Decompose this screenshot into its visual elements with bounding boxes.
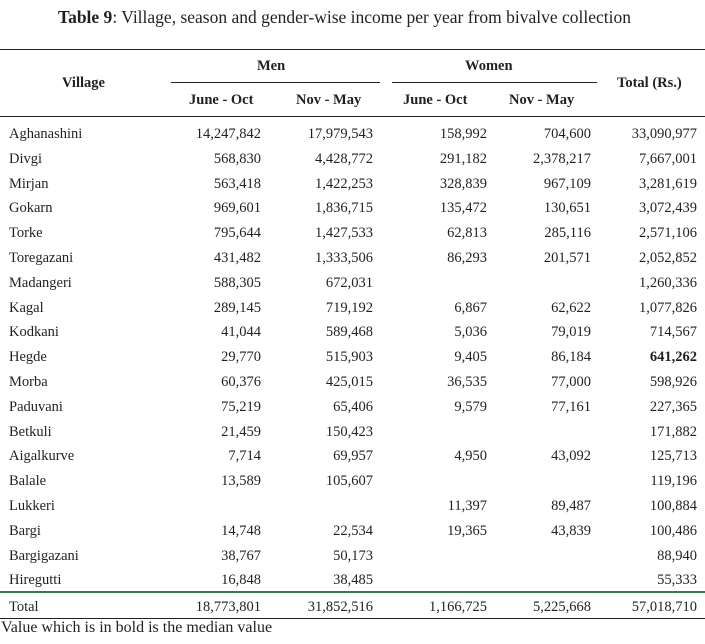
cell-village: Mirjan xyxy=(9,176,49,192)
cell-men-nov-may: 425,015 xyxy=(325,374,373,390)
cell-men-nov-may: 672,031 xyxy=(325,275,373,291)
header-women: Women xyxy=(465,58,513,74)
cell-men-nov-may: 1,333,506 xyxy=(315,250,373,266)
cell-men-june-oct: 568,830 xyxy=(213,151,261,167)
header-bottom-rule xyxy=(0,116,705,117)
cell-total: 714,567 xyxy=(649,324,697,340)
cell-men-june-oct: 795,644 xyxy=(213,225,261,241)
cell-total: 125,713 xyxy=(649,448,697,464)
cell-men-nov-may: 1,427,533 xyxy=(315,225,373,241)
cell-village: Morba xyxy=(9,374,48,390)
cell-village: Kodkani xyxy=(9,324,59,340)
header-village: Village xyxy=(62,75,105,91)
cell-men-nov-may: 50,173 xyxy=(333,548,373,564)
cell-village: Bargigazani xyxy=(9,548,79,564)
footnote: Value which is in bold is the median value xyxy=(1,619,273,636)
cell-women-june-oct: 36,535 xyxy=(447,374,487,390)
cell-village: Balale xyxy=(9,473,47,489)
total-women-june-oct: 1,166,725 xyxy=(429,599,487,615)
cell-women-nov-may: 62,622 xyxy=(551,300,591,316)
total-men-june-oct: 18,773,801 xyxy=(195,599,261,615)
cell-men-nov-may: 1,836,715 xyxy=(315,200,373,216)
cell-women-june-oct: 291,182 xyxy=(439,151,487,167)
cell-women-june-oct: 9,579 xyxy=(454,399,487,415)
cell-men-nov-may: 22,534 xyxy=(333,523,373,539)
table-label: Table 9 xyxy=(58,7,113,27)
header-women-nov-may: Nov - May xyxy=(509,92,575,108)
cell-men-june-oct: 588,305 xyxy=(213,275,261,291)
header-total: Total (Rs.) xyxy=(617,75,682,91)
cell-women-june-oct: 5,036 xyxy=(454,324,487,340)
cell-village: Hegde xyxy=(9,349,47,365)
cell-village: Toregazani xyxy=(9,250,74,266)
cell-total: 2,052,852 xyxy=(639,250,697,266)
cell-total: 641,262 xyxy=(649,349,697,365)
cell-total: 119,196 xyxy=(650,473,697,489)
cell-men-nov-may: 719,192 xyxy=(325,300,373,316)
cell-total: 7,667,001 xyxy=(639,151,697,167)
cell-total: 1,077,826 xyxy=(639,300,697,316)
cell-men-nov-may: 515,903 xyxy=(325,349,373,365)
cell-total: 100,884 xyxy=(649,498,697,514)
table-caption xyxy=(58,7,678,28)
cell-women-nov-may: 2,378,217 xyxy=(533,151,591,167)
cell-men-nov-may: 150,423 xyxy=(325,424,373,440)
cell-women-nov-may: 285,116 xyxy=(544,225,591,241)
cell-women-nov-may: 86,184 xyxy=(551,349,591,365)
cell-men-june-oct: 431,482 xyxy=(213,250,261,266)
table-caption-text: : Village, season and gender-wise income per year from bivalve collection xyxy=(112,7,632,27)
cell-village: Betkuli xyxy=(9,424,52,440)
header-women-june-oct: June - Oct xyxy=(403,92,468,108)
header-men-nov-may: Nov - May xyxy=(296,92,362,108)
cell-village: Aigalkurve xyxy=(9,448,75,464)
cell-total: 227,365 xyxy=(649,399,697,415)
cell-men-june-oct: 563,418 xyxy=(213,176,261,192)
cell-women-june-oct: 135,472 xyxy=(439,200,487,216)
cell-village: Divgi xyxy=(9,151,43,167)
cell-men-june-oct: 41,044 xyxy=(221,324,261,340)
total-grand-total: 57,018,710 xyxy=(631,599,697,615)
cell-men-nov-may: 38,485 xyxy=(333,572,373,588)
cell-men-june-oct: 21,459 xyxy=(221,424,261,440)
cell-women-nov-may: 201,571 xyxy=(543,250,591,266)
cell-village: Madangeri xyxy=(9,275,72,291)
cell-village: Paduvani xyxy=(9,399,63,415)
cell-men-june-oct: 16,848 xyxy=(221,572,261,588)
cell-men-nov-may: 105,607 xyxy=(325,473,373,489)
total-women-nov-may: 5,225,668 xyxy=(533,599,591,615)
cell-village: Kagal xyxy=(9,300,44,316)
cell-total: 3,281,619 xyxy=(639,176,697,192)
cell-men-june-oct: 7,714 xyxy=(228,448,261,464)
cell-women-nov-may: 79,019 xyxy=(551,324,591,340)
header-men-june-oct: June - Oct xyxy=(189,92,254,108)
cell-women-nov-may: 130,651 xyxy=(543,200,591,216)
cell-village: Bargi xyxy=(9,523,41,539)
cell-women-june-oct: 9,405 xyxy=(454,349,487,365)
cell-total: 1,260,336 xyxy=(639,275,697,291)
cell-men-nov-may: 65,406 xyxy=(333,399,373,415)
cell-men-june-oct: 75,219 xyxy=(221,399,261,415)
cell-men-june-oct: 14,748 xyxy=(221,523,261,539)
total-top-rule xyxy=(0,591,705,593)
cell-women-june-oct: 86,293 xyxy=(447,250,487,266)
cell-total: 88,940 xyxy=(657,548,697,564)
cell-men-june-oct: 289,145 xyxy=(213,300,261,316)
cell-men-nov-may: 1,422,253 xyxy=(315,176,373,192)
cell-total: 100,486 xyxy=(649,523,697,539)
cell-men-nov-may: 589,468 xyxy=(325,324,373,340)
cell-women-june-oct: 328,839 xyxy=(439,176,487,192)
header-men: Men xyxy=(257,58,286,74)
cell-women-nov-may: 43,092 xyxy=(551,448,591,464)
cell-men-nov-may: 69,957 xyxy=(333,448,373,464)
cell-total: 598,926 xyxy=(649,374,697,390)
cell-total: 33,090,977 xyxy=(631,126,697,142)
cell-village: Torke xyxy=(9,225,43,241)
total-men-nov-may: 31,852,516 xyxy=(307,599,373,615)
cell-women-nov-may: 89,487 xyxy=(551,498,591,514)
cell-village: Gokarn xyxy=(9,200,53,216)
cell-women-nov-may: 77,161 xyxy=(551,399,591,415)
cell-men-june-oct: 969,601 xyxy=(213,200,261,216)
cell-village: Hiregutti xyxy=(9,572,62,588)
cell-men-june-oct: 14,247,842 xyxy=(195,126,261,142)
cell-total: 2,571,106 xyxy=(639,225,697,241)
cell-women-june-oct: 11,397 xyxy=(447,498,487,514)
women-subheader-rule xyxy=(392,82,597,83)
cell-women-june-oct: 158,992 xyxy=(439,126,487,142)
cell-village: Lukkeri xyxy=(9,498,55,514)
cell-men-nov-may: 17,979,543 xyxy=(307,126,373,142)
total-label: Total xyxy=(9,599,39,615)
cell-men-june-oct: 60,376 xyxy=(221,374,261,390)
cell-men-june-oct: 29,770 xyxy=(221,349,261,365)
table-top-rule xyxy=(0,49,705,50)
cell-men-june-oct: 13,589 xyxy=(221,473,261,489)
cell-women-nov-may: 77,000 xyxy=(551,374,591,390)
cell-women-nov-may: 704,600 xyxy=(543,126,591,142)
cell-total: 55,333 xyxy=(657,572,697,588)
cell-women-june-oct: 62,813 xyxy=(447,225,487,241)
cell-men-june-oct: 38,767 xyxy=(221,548,261,564)
cell-men-nov-may: 4,428,772 xyxy=(315,151,373,167)
cell-women-june-oct: 6,867 xyxy=(454,300,487,316)
cell-women-nov-may: 43,839 xyxy=(551,523,591,539)
cell-village: Aghanashini xyxy=(9,126,83,142)
men-subheader-rule xyxy=(171,82,380,83)
cell-total: 171,882 xyxy=(649,424,697,440)
cell-total: 3,072,439 xyxy=(639,200,697,216)
cell-women-nov-may: 967,109 xyxy=(543,176,591,192)
cell-women-june-oct: 4,950 xyxy=(454,448,487,464)
cell-women-june-oct: 19,365 xyxy=(447,523,487,539)
